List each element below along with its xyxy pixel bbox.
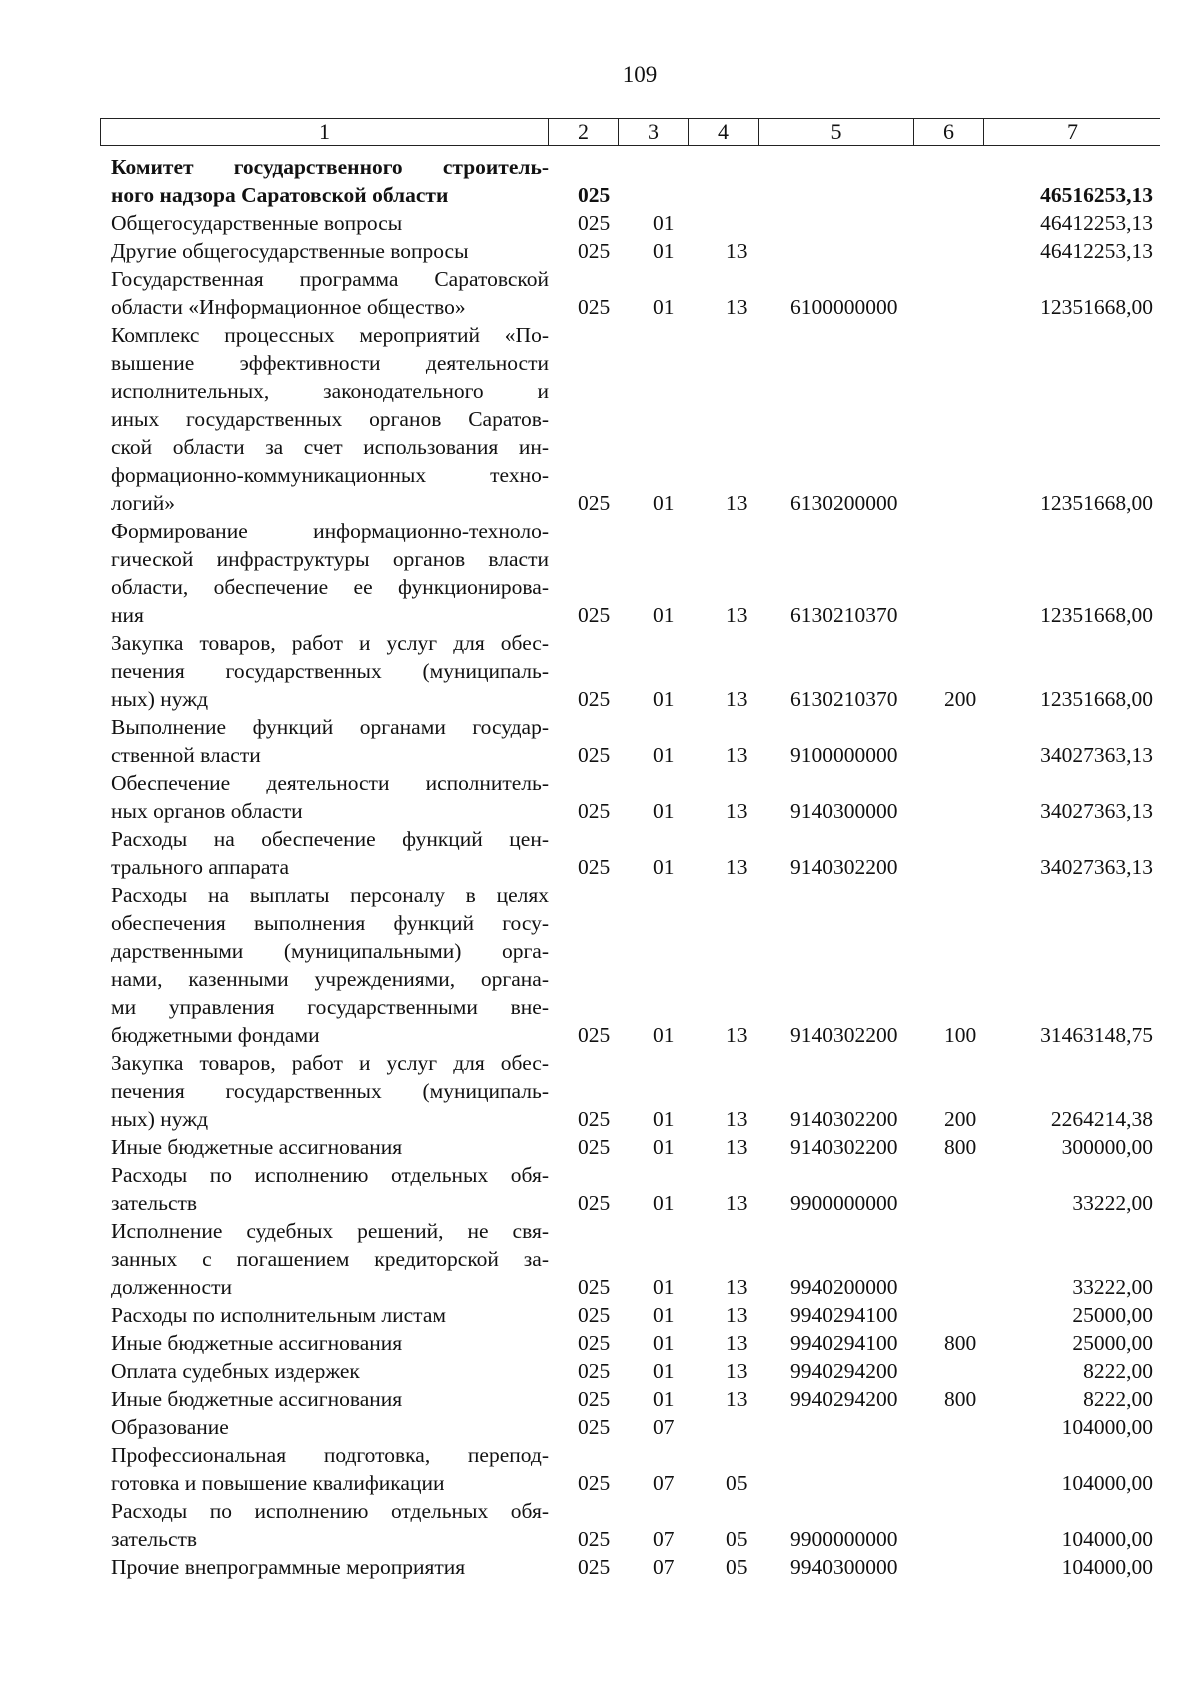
description-line: Комитет государственного строитель- — [111, 155, 549, 179]
cell-col-4: 05 — [726, 1527, 748, 1551]
description-line: иных государственных органов Саратов- — [111, 407, 549, 431]
description-line: ния — [111, 603, 144, 627]
cell-col-2: 025 — [578, 1527, 611, 1551]
cell-col-5: 9940294100 — [790, 1303, 898, 1327]
cell-col-7: 2264214,38 — [1050, 1107, 1153, 1131]
table-row — [0, 1049, 1200, 1133]
cell-col-3: 07 — [653, 1471, 675, 1495]
header-col-2: 2 — [549, 119, 619, 145]
cell-col-3: 07 — [653, 1415, 675, 1439]
description-line: области, обеспечение ее функционирова- — [111, 575, 549, 599]
description-line: Расходы на обеспечение функций цен- — [111, 827, 549, 851]
header-col-3: 3 — [619, 119, 689, 145]
cell-col-2: 025 — [578, 799, 611, 823]
description-line: Другие общегосударственные вопросы — [111, 239, 469, 263]
cell-col-5: 9900000000 — [790, 1527, 898, 1551]
description-line: ных) нужд — [111, 687, 209, 711]
description-line: зательств — [111, 1191, 198, 1215]
cell-col-5: 6130210370 — [790, 603, 898, 627]
row-description — [111, 1413, 549, 1441]
cell-col-3: 01 — [653, 239, 675, 263]
cell-col-5: 9140302200 — [790, 1107, 898, 1131]
description-line: Выполнение функций органами государ- — [111, 715, 549, 739]
description-line: Образование — [111, 1415, 229, 1439]
description-line: области «Информационное общество» — [111, 295, 466, 319]
cell-col-2: 025 — [578, 1415, 611, 1439]
row-description — [111, 209, 549, 237]
description-line: долженности — [111, 1275, 232, 1299]
cell-col-7: 46516253,13 — [1040, 183, 1153, 207]
cell-col-2: 025 — [578, 295, 611, 319]
description-line: Иные бюджетные ассигнования — [111, 1331, 403, 1355]
cell-col-5: 9140300000 — [790, 799, 898, 823]
cell-col-2: 025 — [578, 1359, 611, 1383]
header-col-6: 6 — [914, 119, 984, 145]
table-row — [0, 1553, 1200, 1581]
description-line: Расходы на выплаты персоналу в целях — [111, 883, 549, 907]
table-row — [0, 1357, 1200, 1385]
cell-col-3: 01 — [653, 295, 675, 319]
cell-col-3: 07 — [653, 1555, 675, 1579]
cell-col-2: 025 — [578, 183, 611, 207]
cell-col-5: 6130210370 — [790, 687, 898, 711]
table-row — [0, 1385, 1200, 1413]
description-line: ми управления государственными вне- — [111, 995, 549, 1019]
description-line: Государственная программа Саратовской — [111, 267, 549, 291]
row-description — [111, 1553, 549, 1581]
description-line: нами, казенными учреждениями, органа- — [111, 967, 549, 991]
header-col-7: 7 — [1067, 119, 1078, 144]
cell-col-6: 200 — [944, 1107, 977, 1131]
cell-col-3: 01 — [653, 687, 675, 711]
description-line: Закупка товаров, работ и услуг для обес- — [111, 1051, 549, 1075]
description-line: занных с погашением кредиторской за- — [111, 1247, 549, 1271]
cell-col-2: 025 — [578, 491, 611, 515]
cell-col-2: 025 — [578, 211, 611, 235]
row-description — [111, 1133, 549, 1161]
cell-col-4: 13 — [726, 1275, 748, 1299]
cell-col-3: 07 — [653, 1527, 675, 1551]
table-row — [0, 629, 1200, 713]
table-row — [0, 1301, 1200, 1329]
cell-col-7: 33222,00 — [1072, 1275, 1153, 1299]
description-line: ных) нужд — [111, 1107, 209, 1131]
cell-col-3: 01 — [653, 1303, 675, 1327]
cell-col-2: 025 — [578, 855, 611, 879]
description-line: обеспечения выполнения функций госу- — [111, 911, 549, 935]
header-col-5: 5 — [759, 119, 914, 145]
row-description — [111, 517, 549, 629]
cell-col-3: 01 — [653, 1275, 675, 1299]
cell-col-7: 12351668,00 — [1040, 295, 1153, 319]
table-row — [0, 713, 1200, 769]
cell-col-4: 13 — [726, 743, 748, 767]
cell-col-2: 025 — [578, 1555, 611, 1579]
cell-col-5: 9140302200 — [790, 1135, 898, 1159]
cell-col-4: 13 — [726, 1359, 748, 1383]
cell-col-3: 01 — [653, 743, 675, 767]
cell-col-7: 12351668,00 — [1040, 491, 1153, 515]
row-description — [111, 769, 549, 825]
cell-col-7: 104000,00 — [1061, 1527, 1153, 1551]
cell-col-7: 34027363,13 — [1040, 743, 1153, 767]
table-row — [0, 769, 1200, 825]
cell-col-4: 13 — [726, 1107, 748, 1131]
description-line: Формирование информационно-техноло- — [111, 519, 549, 543]
cell-col-5: 9140302200 — [790, 1023, 898, 1047]
row-description — [111, 1301, 549, 1329]
row-description — [111, 1385, 549, 1413]
table-row — [0, 209, 1200, 237]
cell-col-2: 025 — [578, 1135, 611, 1159]
cell-col-6: 100 — [944, 1023, 977, 1047]
page-number: 109 — [622, 62, 658, 87]
description-line: логий» — [111, 491, 176, 515]
cell-col-2: 025 — [578, 1331, 611, 1355]
cell-col-4: 13 — [726, 855, 748, 879]
table-body — [0, 153, 1200, 1581]
cell-col-3: 01 — [653, 491, 675, 515]
cell-col-4: 13 — [726, 603, 748, 627]
cell-col-3: 01 — [653, 1135, 675, 1159]
cell-col-3: 01 — [653, 1359, 675, 1383]
table-row — [0, 321, 1200, 517]
header-col-4: 4 — [689, 119, 759, 145]
description-line: готовка и повышение квалификации — [111, 1471, 445, 1495]
table-row — [0, 1217, 1200, 1301]
cell-col-2: 025 — [578, 1387, 611, 1411]
row-description — [111, 1497, 549, 1553]
cell-col-2: 025 — [578, 603, 611, 627]
cell-col-6: 800 — [944, 1135, 977, 1159]
cell-col-7: 34027363,13 — [1040, 799, 1153, 823]
description-line: ственной власти — [111, 743, 261, 767]
description-line: бюджетными фондами — [111, 1023, 320, 1047]
cell-col-4: 13 — [726, 799, 748, 823]
cell-col-4: 13 — [726, 1191, 748, 1215]
description-line: ного надзора Саратовской области — [111, 183, 449, 207]
row-description — [111, 1217, 549, 1301]
cell-col-4: 13 — [726, 1303, 748, 1327]
cell-col-7: 34027363,13 — [1040, 855, 1153, 879]
cell-col-2: 025 — [578, 1191, 611, 1215]
table-row — [0, 1441, 1200, 1497]
table-row — [0, 1413, 1200, 1441]
table-row — [0, 1329, 1200, 1357]
description-line: Прочие внепрограммные мероприятия — [111, 1555, 466, 1579]
row-description — [111, 237, 549, 265]
cell-col-4: 13 — [726, 1331, 748, 1355]
description-line: трального аппарата — [111, 855, 290, 879]
cell-col-7: 104000,00 — [1061, 1555, 1153, 1579]
cell-col-3: 01 — [653, 603, 675, 627]
cell-col-7: 33222,00 — [1072, 1191, 1153, 1215]
description-line: Обеспечение деятельности исполнитель- — [111, 771, 549, 795]
row-description — [111, 629, 549, 713]
cell-col-3: 01 — [653, 855, 675, 879]
row-description — [111, 1161, 549, 1217]
description-line: исполнительных, законодательного и — [111, 379, 549, 403]
cell-col-6: 200 — [944, 687, 977, 711]
cell-col-7: 8222,00 — [1083, 1359, 1153, 1383]
cell-col-7: 46412253,13 — [1040, 211, 1153, 235]
cell-col-5: 9940294200 — [790, 1359, 898, 1383]
cell-col-4: 13 — [726, 1135, 748, 1159]
description-line: Комплекс процессных мероприятий «По- — [111, 323, 549, 347]
cell-col-5: 9940200000 — [790, 1275, 898, 1299]
cell-col-7: 31463148,75 — [1040, 1023, 1153, 1047]
cell-col-6: 800 — [944, 1387, 977, 1411]
cell-col-5: 6100000000 — [790, 295, 898, 319]
table-header — [100, 118, 1160, 146]
row-description — [111, 1329, 549, 1357]
description-line: Общегосударственные вопросы — [111, 211, 403, 235]
cell-col-7: 8222,00 — [1083, 1387, 1153, 1411]
description-line: Закупка товаров, работ и услуг для обес- — [111, 631, 549, 655]
table-row — [0, 153, 1200, 209]
row-description — [111, 1357, 549, 1385]
row-description — [111, 153, 549, 209]
description-line: ных органов области — [111, 799, 303, 823]
table-row — [0, 1497, 1200, 1553]
cell-col-5: 9940294200 — [790, 1387, 898, 1411]
cell-col-7: 25000,00 — [1072, 1331, 1153, 1355]
description-line: дарственными (муниципальными) орга- — [111, 939, 549, 963]
table-row — [0, 237, 1200, 265]
description-line: вышение эффективности деятельности — [111, 351, 549, 375]
cell-col-3: 01 — [653, 1107, 675, 1131]
description-line: печения государственных (муниципаль- — [111, 1079, 549, 1103]
description-line: Расходы по исполнению отдельных обя- — [111, 1163, 549, 1187]
cell-col-5: 9100000000 — [790, 743, 898, 767]
description-line: Профессиональная подготовка, перепод- — [111, 1443, 549, 1467]
cell-col-2: 025 — [578, 1303, 611, 1327]
cell-col-5: 9940300000 — [790, 1555, 898, 1579]
cell-col-4: 13 — [726, 491, 748, 515]
cell-col-2: 025 — [578, 687, 611, 711]
cell-col-7: 104000,00 — [1061, 1471, 1153, 1495]
cell-col-3: 01 — [653, 1191, 675, 1215]
cell-col-7: 104000,00 — [1061, 1415, 1153, 1439]
description-line: гической инфраструктуры органов власти — [111, 547, 549, 571]
table-row — [0, 825, 1200, 881]
cell-col-3: 01 — [653, 799, 675, 823]
row-description — [111, 265, 549, 321]
cell-col-4: 13 — [726, 1387, 748, 1411]
row-description — [111, 881, 549, 1049]
cell-col-7: 12351668,00 — [1040, 603, 1153, 627]
cell-col-2: 025 — [578, 1471, 611, 1495]
cell-col-3: 01 — [653, 1023, 675, 1047]
cell-col-2: 025 — [578, 743, 611, 767]
row-description — [111, 825, 549, 881]
description-line: Расходы по исполнительным листам — [111, 1303, 446, 1327]
cell-col-4: 05 — [726, 1471, 748, 1495]
cell-col-2: 025 — [578, 239, 611, 263]
cell-col-3: 01 — [653, 211, 675, 235]
table-row — [0, 881, 1200, 1049]
cell-col-4: 13 — [726, 295, 748, 319]
cell-col-7: 300000,00 — [1061, 1135, 1153, 1159]
table-row — [0, 1161, 1200, 1217]
cell-col-2: 025 — [578, 1023, 611, 1047]
cell-col-5: 9940294100 — [790, 1331, 898, 1355]
table-row — [0, 265, 1200, 321]
description-line: формационно-коммуникационных техно- — [111, 463, 549, 487]
cell-col-3: 01 — [653, 1331, 675, 1355]
cell-col-4: 13 — [726, 1023, 748, 1047]
row-description — [111, 1049, 549, 1133]
cell-col-2: 025 — [578, 1275, 611, 1299]
cell-col-7: 25000,00 — [1072, 1303, 1153, 1327]
cell-col-4: 05 — [726, 1555, 748, 1579]
cell-col-3: 01 — [653, 1387, 675, 1411]
row-description — [111, 1441, 549, 1497]
description-line: Расходы по исполнению отдельных обя- — [111, 1499, 549, 1523]
cell-col-7: 12351668,00 — [1040, 687, 1153, 711]
cell-col-2: 025 — [578, 1107, 611, 1131]
description-line: Иные бюджетные ассигнования — [111, 1387, 403, 1411]
cell-col-5: 6130200000 — [790, 491, 898, 515]
cell-col-4: 13 — [726, 687, 748, 711]
row-description — [111, 713, 549, 769]
description-line: печения государственных (муниципаль- — [111, 659, 549, 683]
description-line: Оплата судебных издержек — [111, 1359, 360, 1383]
cell-col-5: 9900000000 — [790, 1191, 898, 1215]
table-row — [0, 1133, 1200, 1161]
cell-col-4: 13 — [726, 239, 748, 263]
header-col-1: 1 — [101, 119, 549, 145]
cell-col-6: 800 — [944, 1331, 977, 1355]
description-line: Иные бюджетные ассигнования — [111, 1135, 403, 1159]
row-description — [111, 321, 549, 517]
description-line: зательств — [111, 1527, 198, 1551]
description-line: Исполнение судебных решений, не свя- — [111, 1219, 549, 1243]
cell-col-5: 9140302200 — [790, 855, 898, 879]
description-line: ской области за счет использования ин- — [111, 435, 549, 459]
table-row — [0, 517, 1200, 629]
cell-col-7: 46412253,13 — [1040, 239, 1153, 263]
